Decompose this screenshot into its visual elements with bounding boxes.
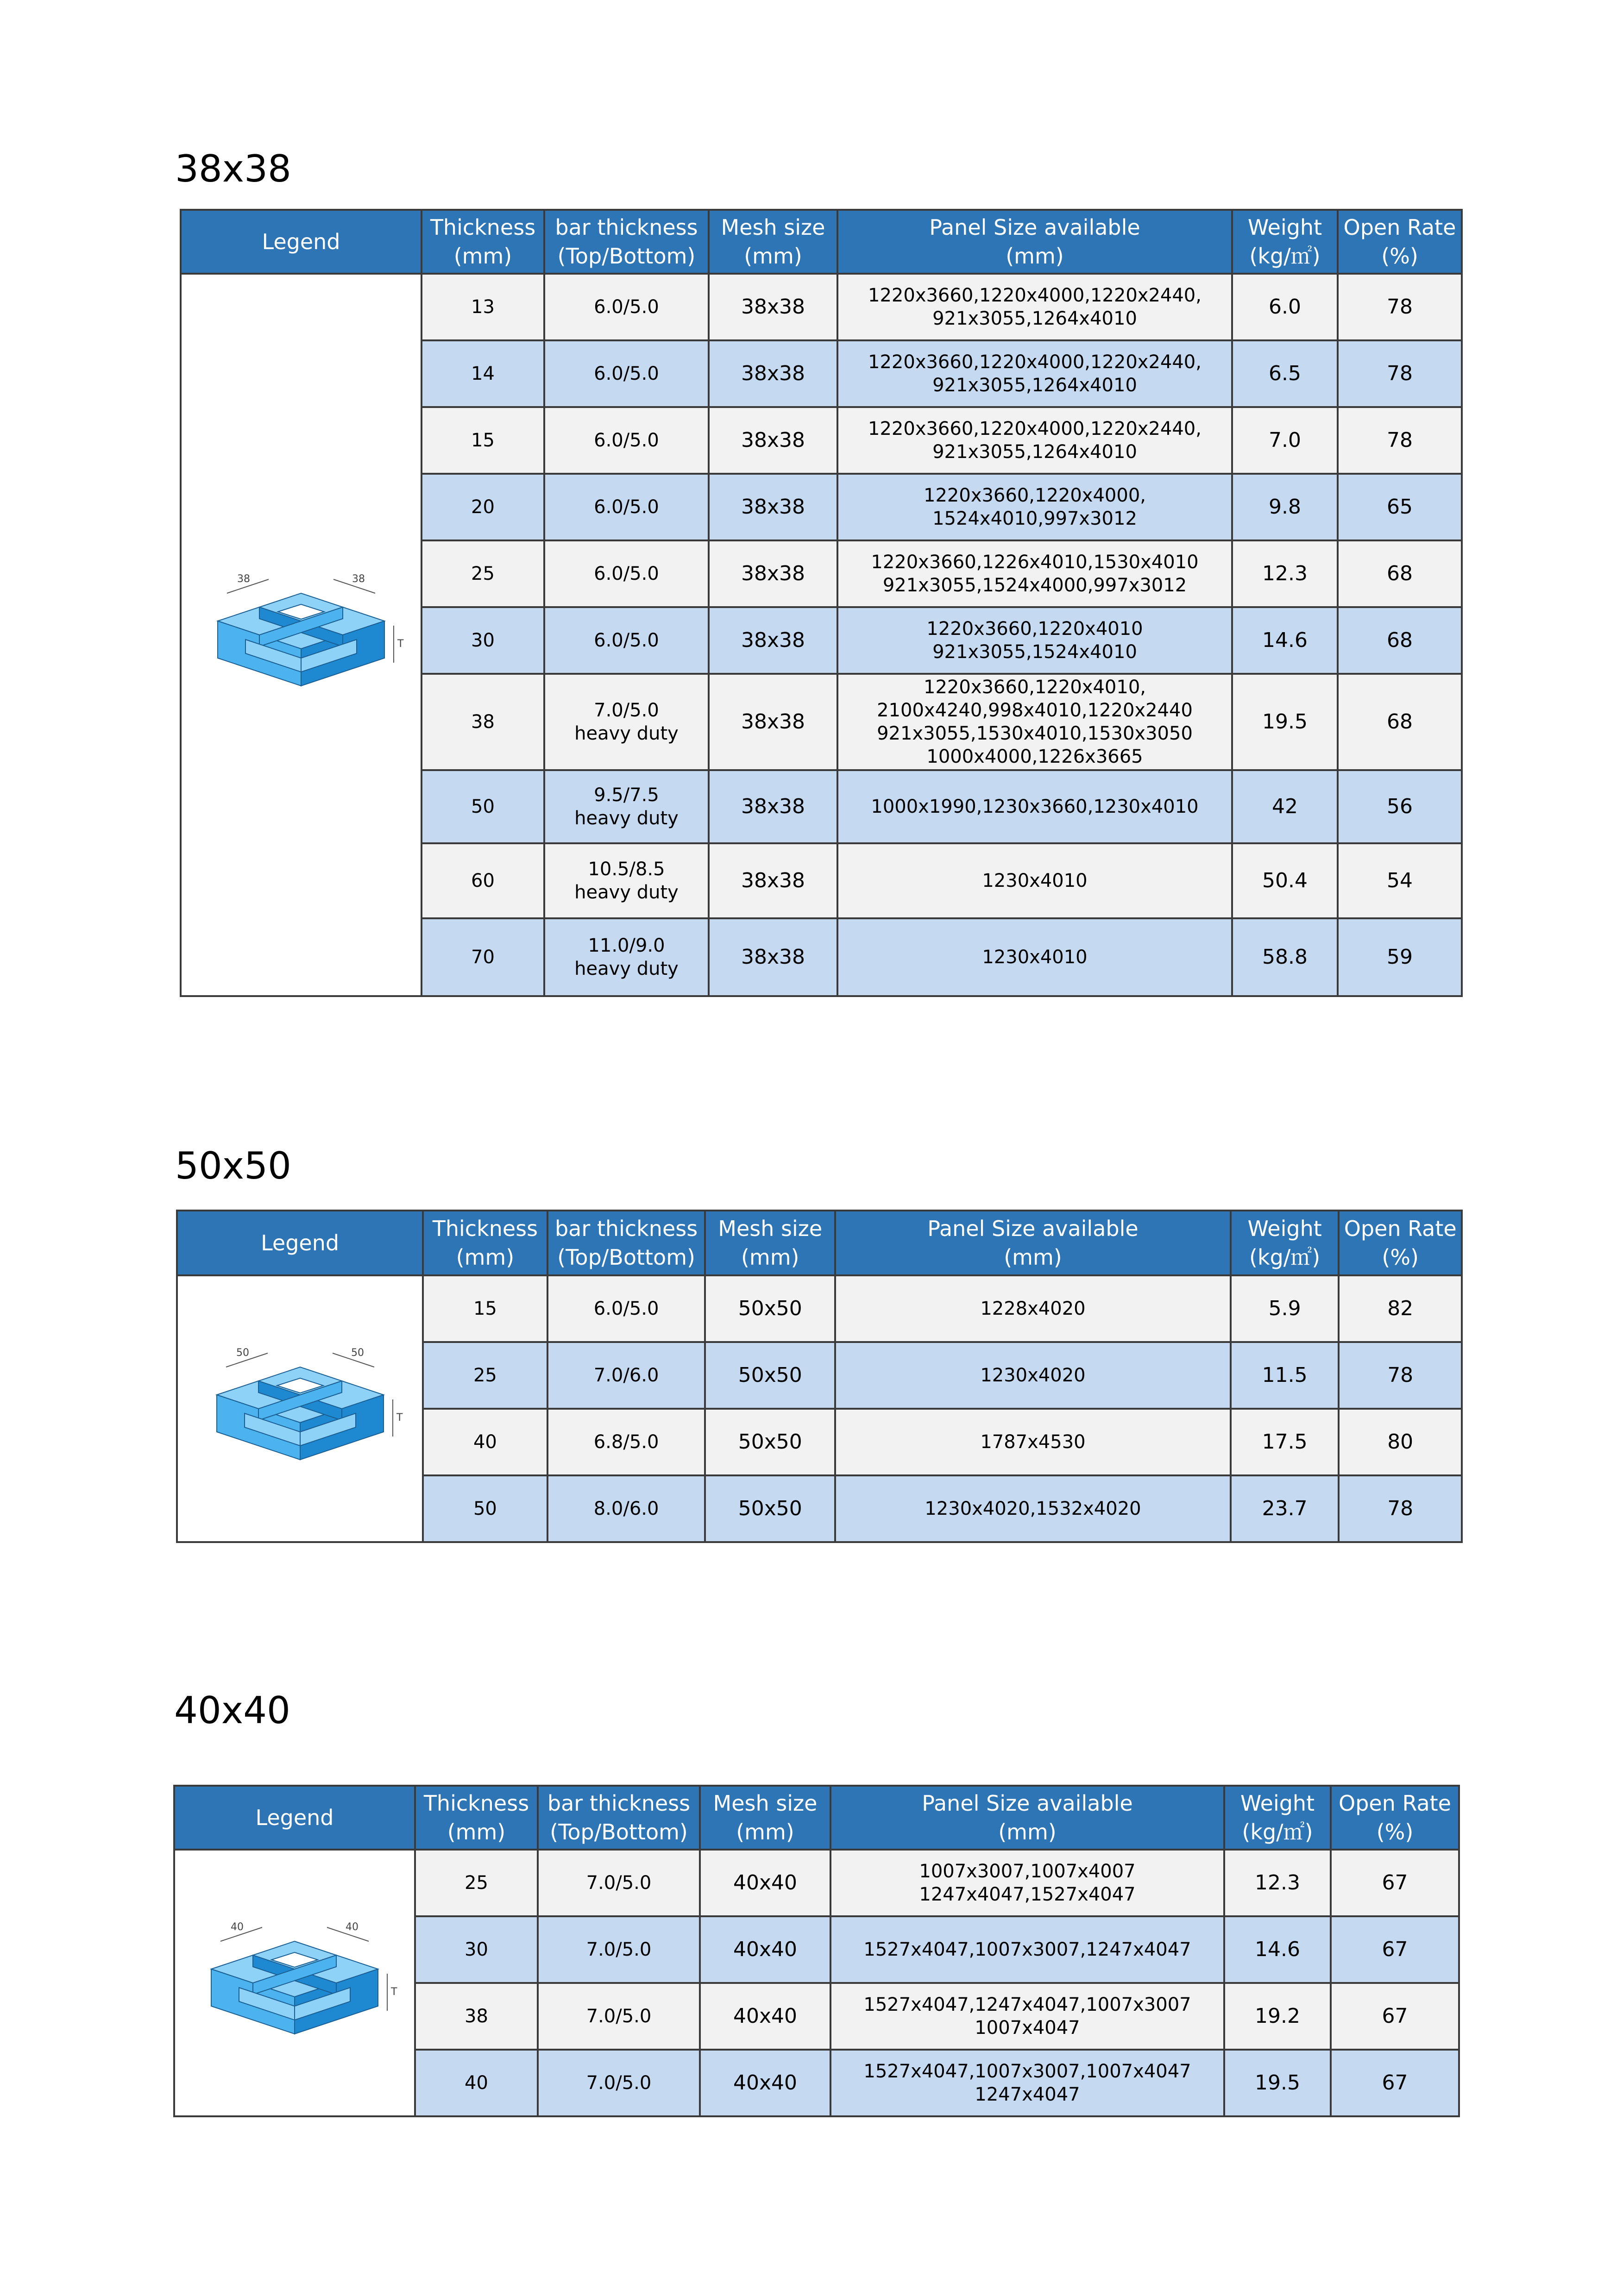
dimension-label: 38 <box>237 573 250 585</box>
cell-thickness: 13 <box>421 274 544 340</box>
cell-open-rate: 68 <box>1338 540 1462 607</box>
cell-panel-size: 1220x3660,1220x4010, 2100x4240,998x4010,1220x2440 921x3055,1530x4010,1530x3050 1000x4000,1226x3665 <box>837 674 1232 770</box>
header-bar-thickness: bar thickness (Top/Bottom) <box>538 1786 700 1850</box>
table-row <box>177 1275 1462 1342</box>
header-mesh-size: Mesh size (mm) <box>700 1786 830 1850</box>
cell-thickness: 40 <box>415 2050 538 2116</box>
cell-panel-size: 1220x3660,1220x4000,1220x2440, 921x3055,1264x4010 <box>837 340 1232 407</box>
cell-thickness: 60 <box>421 843 544 918</box>
dimension-label: T <box>391 1986 397 1998</box>
cell-bar-thickness: 10.5/8.5 heavy duty <box>544 843 709 918</box>
cell-open-rate: 78 <box>1339 1475 1462 1542</box>
cell-weight: 6.0 <box>1232 274 1338 340</box>
header-legend: Legend <box>174 1786 415 1850</box>
header-open-rate: Open Rate (%) <box>1338 210 1462 274</box>
cell-mesh-size: 38x38 <box>709 843 837 918</box>
cell-panel-size: 1220x3660,1220x4000,1220x2440, 921x3055,1264x4010 <box>837 407 1232 474</box>
header-mesh-size: Mesh size (mm) <box>705 1211 835 1275</box>
cell-thickness: 25 <box>423 1342 547 1409</box>
header-panel-size: Panel Size available (mm) <box>830 1786 1224 1850</box>
cell-weight: 7.0 <box>1232 407 1338 474</box>
cell-thickness: 38 <box>421 674 544 770</box>
dimension-label: 40 <box>231 1921 244 1933</box>
cell-weight: 50.4 <box>1232 843 1338 918</box>
cell-weight: 19.2 <box>1224 1983 1331 2050</box>
cell-panel-size: 1228x4020 <box>835 1275 1231 1342</box>
cell-weight: 5.9 <box>1231 1275 1339 1342</box>
dimension-label: T <box>396 1412 403 1424</box>
table-row <box>181 274 1462 340</box>
cell-weight: 17.5 <box>1231 1409 1339 1475</box>
grating-icon <box>193 1913 396 2052</box>
cell-panel-size: 1230x4010 <box>837 843 1232 918</box>
cell-bar-thickness: 7.0/5.0 <box>538 1916 700 1983</box>
cell-mesh-size: 50x50 <box>705 1275 835 1342</box>
dimension-label: 50 <box>351 1347 364 1359</box>
cell-open-rate: 67 <box>1331 1983 1459 2050</box>
cell-panel-size: 1000x1990,1230x3660,1230x4010 <box>837 770 1232 843</box>
cell-panel-size: 1220x3660,1220x4000,1220x2440, 921x3055,1264x4010 <box>837 274 1232 340</box>
cell-open-rate: 78 <box>1338 340 1462 407</box>
header-panel-size: Panel Size available (mm) <box>835 1211 1231 1275</box>
cell-weight: 11.5 <box>1231 1342 1339 1409</box>
cell-weight: 9.8 <box>1232 474 1338 540</box>
cell-weight: 42 <box>1232 770 1338 843</box>
cell-thickness: 38 <box>415 1983 538 2050</box>
cell-mesh-size: 38x38 <box>709 274 837 340</box>
section-title: 50x50 <box>175 1144 291 1187</box>
cell-bar-thickness: 11.0/9.0 heavy duty <box>544 918 709 996</box>
cell-open-rate: 78 <box>1339 1342 1462 1409</box>
header-panel-size: Panel Size available (mm) <box>837 210 1232 274</box>
cell-bar-thickness: 6.0/5.0 <box>544 607 709 674</box>
cell-thickness: 15 <box>423 1275 547 1342</box>
header-weight: Weight (kg/㎡) <box>1231 1211 1339 1275</box>
dimension-label: 40 <box>346 1921 359 1933</box>
header-thickness: Thickness (mm) <box>423 1211 547 1275</box>
cell-thickness: 50 <box>423 1475 547 1542</box>
cell-mesh-size: 38x38 <box>709 540 837 607</box>
cell-mesh-size: 38x38 <box>709 607 837 674</box>
section-title: 40x40 <box>174 1689 290 1732</box>
cell-weight: 19.5 <box>1224 2050 1331 2116</box>
grating-icon <box>198 1339 402 1478</box>
cell-open-rate: 68 <box>1338 674 1462 770</box>
header-bar-thickness: bar thickness (Top/Bottom) <box>544 210 709 274</box>
cell-open-rate: 67 <box>1331 2050 1459 2116</box>
cell-panel-size: 1527x4047,1247x4047,1007x3007 1007x4047 <box>830 1983 1224 2050</box>
cell-panel-size: 1230x4020 <box>835 1342 1231 1409</box>
header-bar-thickness: bar thickness (Top/Bottom) <box>547 1211 705 1275</box>
header-thickness: Thickness (mm) <box>415 1786 538 1850</box>
cell-thickness: 70 <box>421 918 544 996</box>
cell-bar-thickness: 6.0/5.0 <box>547 1275 705 1342</box>
cell-open-rate: 78 <box>1338 407 1462 474</box>
cell-mesh-size: 38x38 <box>709 674 837 770</box>
cell-panel-size: 1527x4047,1007x3007,1007x4047 1247x4047 <box>830 2050 1224 2116</box>
cell-thickness: 20 <box>421 474 544 540</box>
cell-mesh-size: 50x50 <box>705 1475 835 1542</box>
cell-mesh-size: 38x38 <box>709 770 837 843</box>
section-title: 38x38 <box>175 147 291 190</box>
cell-bar-thickness: 6.0/5.0 <box>544 407 709 474</box>
cell-mesh-size: 50x50 <box>705 1342 835 1409</box>
cell-thickness: 25 <box>415 1850 538 1916</box>
cell-bar-thickness: 6.0/5.0 <box>544 340 709 407</box>
cell-panel-size: 1220x3660,1220x4000, 1524x4010,997x3012 <box>837 474 1232 540</box>
cell-open-rate: 65 <box>1338 474 1462 540</box>
cell-open-rate: 78 <box>1338 274 1462 340</box>
cell-mesh-size: 38x38 <box>709 340 837 407</box>
cell-weight: 6.5 <box>1232 340 1338 407</box>
cell-bar-thickness: 9.5/7.5 heavy duty <box>544 770 709 843</box>
cell-panel-size: 1007x3007,1007x4007 1247x4047,1527x4047 <box>830 1850 1224 1916</box>
spec-table-50x50 <box>176 1210 1463 1543</box>
cell-open-rate: 59 <box>1338 918 1462 996</box>
cell-mesh-size: 40x40 <box>700 1916 830 1983</box>
cell-mesh-size: 38x38 <box>709 474 837 540</box>
dimension-label: T <box>397 638 404 650</box>
legend-cell <box>174 1850 415 2116</box>
cell-open-rate: 68 <box>1338 607 1462 674</box>
cell-mesh-size: 38x38 <box>709 407 837 474</box>
header-mesh-size: Mesh size (mm) <box>709 210 837 274</box>
cell-panel-size: 1787x4530 <box>835 1409 1231 1475</box>
header-legend: Legend <box>181 210 421 274</box>
cell-weight: 58.8 <box>1232 918 1338 996</box>
cell-bar-thickness: 7.0/5.0 <box>538 1850 700 1916</box>
cell-panel-size: 1230x4010 <box>837 918 1232 996</box>
cell-mesh-size: 50x50 <box>705 1409 835 1475</box>
grating-icon <box>199 565 403 704</box>
cell-panel-size: 1220x3660,1226x4010,1530x4010 921x3055,1524x4000,997x3012 <box>837 540 1232 607</box>
cell-thickness: 15 <box>421 407 544 474</box>
header-open-rate: Open Rate (%) <box>1339 1211 1462 1275</box>
cell-bar-thickness: 7.0/5.0 heavy duty <box>544 674 709 770</box>
header-weight: Weight (kg/㎡) <box>1224 1786 1331 1850</box>
cell-panel-size: 1230x4020,1532x4020 <box>835 1475 1231 1542</box>
header-legend: Legend <box>177 1211 423 1275</box>
cell-thickness: 30 <box>421 607 544 674</box>
cell-weight: 14.6 <box>1224 1916 1331 1983</box>
cell-weight: 12.3 <box>1224 1850 1331 1916</box>
cell-open-rate: 67 <box>1331 1916 1459 1983</box>
cell-weight: 19.5 <box>1232 674 1338 770</box>
spec-table-40x40 <box>173 1785 1460 2117</box>
dimension-label: 50 <box>236 1347 249 1359</box>
cell-thickness: 50 <box>421 770 544 843</box>
table-row <box>174 1850 1459 1916</box>
cell-panel-size: 1220x3660,1220x4010 921x3055,1524x4010 <box>837 607 1232 674</box>
cell-thickness: 14 <box>421 340 544 407</box>
header-thickness: Thickness (mm) <box>421 210 544 274</box>
header-weight: Weight (kg/㎡) <box>1232 210 1338 274</box>
cell-thickness: 30 <box>415 1916 538 1983</box>
cell-bar-thickness: 6.0/5.0 <box>544 274 709 340</box>
cell-panel-size: 1527x4047,1007x3007,1247x4047 <box>830 1916 1224 1983</box>
cell-mesh-size: 40x40 <box>700 1983 830 2050</box>
cell-open-rate: 56 <box>1338 770 1462 843</box>
header-open-rate: Open Rate (%) <box>1331 1786 1459 1850</box>
cell-thickness: 25 <box>421 540 544 607</box>
cell-open-rate: 54 <box>1338 843 1462 918</box>
cell-mesh-size: 40x40 <box>700 2050 830 2116</box>
cell-weight: 23.7 <box>1231 1475 1339 1542</box>
dimension-label: 38 <box>352 573 365 585</box>
cell-open-rate: 82 <box>1339 1275 1462 1342</box>
cell-bar-thickness: 6.8/5.0 <box>547 1409 705 1475</box>
cell-bar-thickness: 7.0/6.0 <box>547 1342 705 1409</box>
cell-weight: 14.6 <box>1232 607 1338 674</box>
cell-open-rate: 80 <box>1339 1409 1462 1475</box>
cell-thickness: 40 <box>423 1409 547 1475</box>
cell-bar-thickness: 7.0/5.0 <box>538 1983 700 2050</box>
cell-mesh-size: 38x38 <box>709 918 837 996</box>
cell-mesh-size: 40x40 <box>700 1850 830 1916</box>
spec-table-38x38 <box>180 209 1463 997</box>
cell-bar-thickness: 6.0/5.0 <box>544 540 709 607</box>
legend-cell <box>181 274 421 996</box>
cell-bar-thickness: 6.0/5.0 <box>544 474 709 540</box>
cell-weight: 12.3 <box>1232 540 1338 607</box>
cell-bar-thickness: 8.0/6.0 <box>547 1475 705 1542</box>
legend-cell <box>177 1275 423 1542</box>
cell-bar-thickness: 7.0/5.0 <box>538 2050 700 2116</box>
cell-open-rate: 67 <box>1331 1850 1459 1916</box>
